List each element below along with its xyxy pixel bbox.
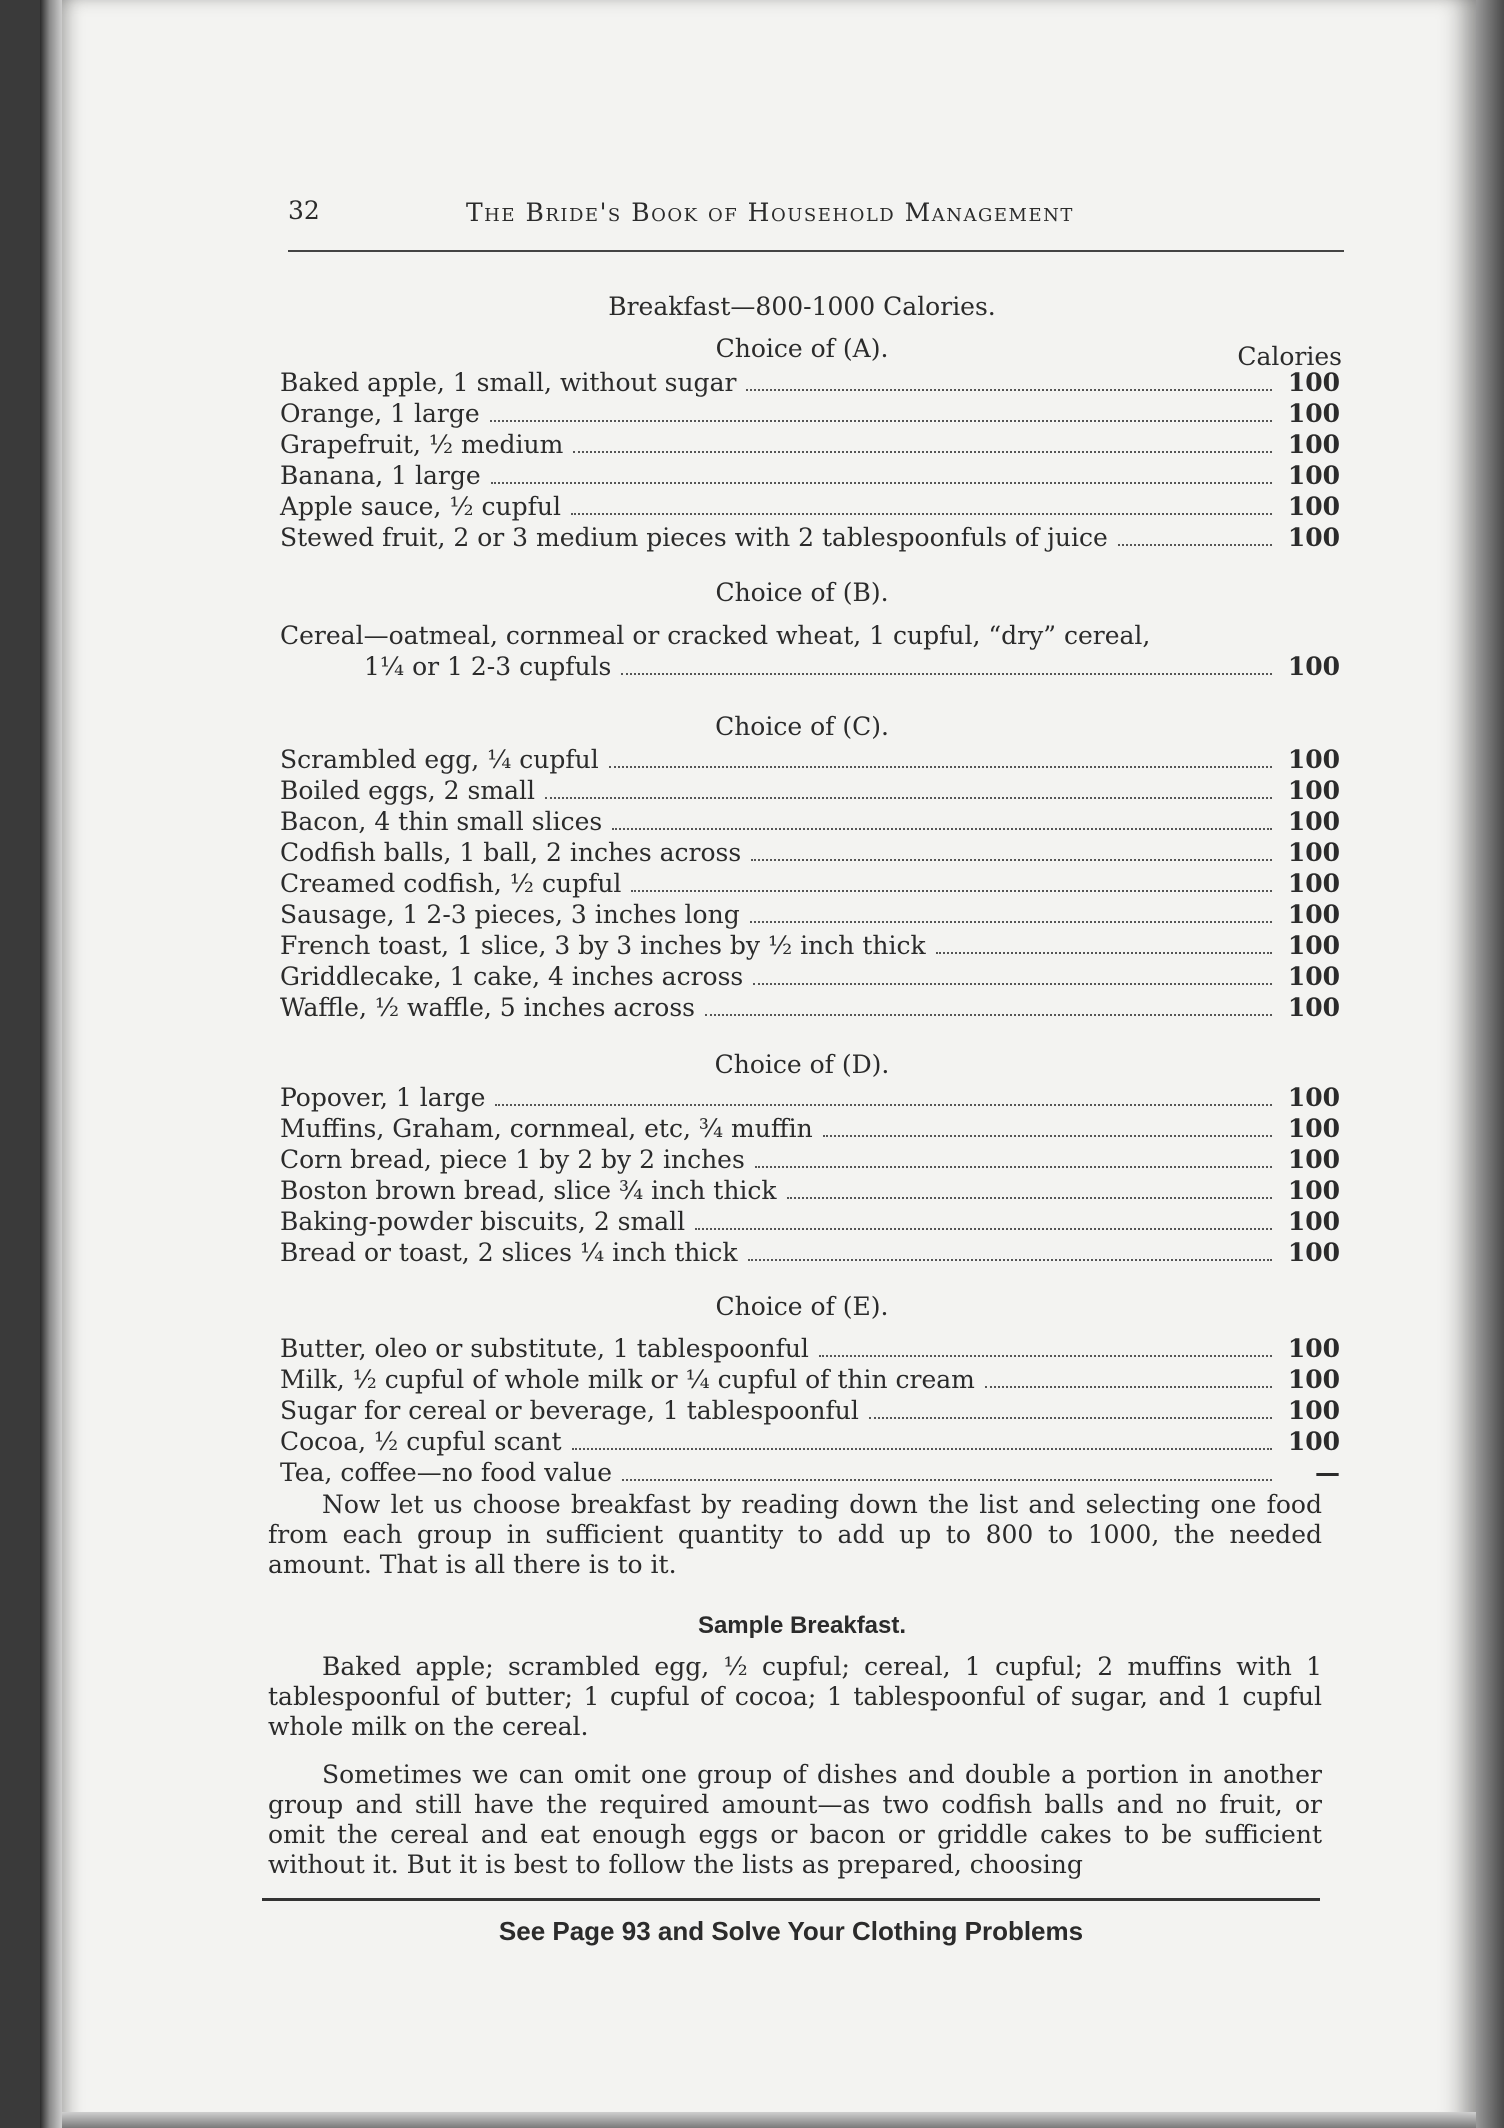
footer-rule bbox=[262, 1898, 1320, 1901]
list-item bbox=[280, 1365, 1340, 1396]
dot-leader bbox=[755, 1148, 1272, 1168]
group-heading-a: Choice of (A). bbox=[715, 334, 889, 363]
list-item bbox=[280, 1238, 1340, 1269]
list-item bbox=[280, 430, 1340, 461]
dot-leader bbox=[705, 996, 1272, 1016]
item-label: Popover, 1 large bbox=[280, 1083, 486, 1112]
item-calories: 100 bbox=[1287, 993, 1340, 1022]
paragraph-choose-breakfast: Now let us choose breakfast by reading down the list and selecting one food from each group in sufficient quantity to add up to 800 to 1000, the needed amount. That is all there is to it. bbox=[268, 1490, 1322, 1579]
item-label: Orange, 1 large bbox=[280, 399, 480, 428]
calories-column-heading: Calories bbox=[1237, 342, 1342, 371]
list-item bbox=[280, 838, 1340, 869]
item-label: Stewed fruit, 2 or 3 medium pieces with 2 tablespoonfuls of juice bbox=[280, 523, 1108, 552]
list-item bbox=[280, 399, 1340, 430]
item-label: French toast, 1 slice, 3 by 3 inches by ½ inch thick bbox=[280, 931, 926, 960]
item-label: Boston brown bread, slice ¾ inch thick bbox=[280, 1176, 777, 1205]
item-label: Baking-powder biscuits, 2 small bbox=[280, 1207, 686, 1236]
item-calories: 100 bbox=[1287, 1145, 1340, 1174]
dot-leader bbox=[622, 1461, 1272, 1481]
item-calories: 100 bbox=[1287, 1207, 1340, 1236]
dot-leader bbox=[985, 1368, 1272, 1388]
item-calories: — bbox=[1315, 1458, 1340, 1487]
item-calories: 100 bbox=[1287, 1238, 1340, 1267]
list-item bbox=[280, 900, 1340, 931]
group-heading-b: Choice of (B). bbox=[715, 578, 889, 607]
item-calories: 100 bbox=[1287, 430, 1340, 459]
item-label: Apple sauce, ½ cupful bbox=[280, 492, 561, 521]
item-calories: 100 bbox=[1287, 368, 1340, 397]
item-label: Waffle, ½ waffle, 5 inches across bbox=[280, 993, 695, 1022]
dot-leader bbox=[490, 402, 1272, 422]
item-label: Tea, coffee—no food value bbox=[280, 1458, 613, 1487]
list-item bbox=[280, 1145, 1340, 1176]
list-item bbox=[280, 869, 1340, 900]
item-label: Sausage, 1 2-3 pieces, 3 inches long bbox=[280, 900, 740, 929]
item-calories: 100 bbox=[1287, 461, 1340, 490]
item-calories: 100 bbox=[1287, 1365, 1340, 1394]
dot-leader bbox=[573, 433, 1272, 453]
dot-leader bbox=[823, 1117, 1272, 1137]
list-item bbox=[280, 931, 1340, 962]
dot-leader bbox=[750, 903, 1272, 923]
dot-leader bbox=[819, 1337, 1272, 1357]
list-item bbox=[280, 1334, 1340, 1365]
dot-leader bbox=[571, 495, 1272, 515]
item-label: Corn bread, piece 1 by 2 by 2 inches bbox=[280, 1145, 745, 1174]
group-heading-e: Choice of (E). bbox=[715, 1292, 889, 1321]
item-label: Butter, oleo or substitute, 1 tablespoonful bbox=[280, 1334, 809, 1363]
item-calories: 100 bbox=[1287, 962, 1340, 991]
item-label: Bread or toast, 2 slices ¼ inch thick bbox=[280, 1238, 738, 1267]
item-calories: 100 bbox=[1287, 745, 1340, 774]
list-item bbox=[280, 492, 1340, 523]
dot-leader bbox=[751, 841, 1272, 861]
dot-leader bbox=[695, 1210, 1272, 1230]
list-item bbox=[280, 1427, 1340, 1458]
paragraph-sample-breakfast: Baked apple; scrambled egg, ½ cupful; cereal, 1 cupful; 2 muffins with 1 tablespoonful of butter; 1 cupful of cocoa; 1 tablespoonful of sugar, and 1 cupful whole milk on the cereal. bbox=[268, 1652, 1322, 1741]
footer-advertisement: See Page 93 and Solve Your Clothing Problems bbox=[498, 1916, 1084, 1946]
item-calories: 100 bbox=[1287, 807, 1340, 836]
section-title: Breakfast—800-1000 Calories. bbox=[608, 292, 996, 321]
list-item bbox=[280, 620, 1340, 682]
item-calories: 100 bbox=[1287, 523, 1340, 552]
list-item bbox=[280, 1207, 1340, 1238]
list-item bbox=[280, 368, 1340, 399]
item-calories: 100 bbox=[1287, 1114, 1340, 1143]
item-calories: 100 bbox=[1287, 869, 1340, 898]
item-calories: 100 bbox=[1287, 1083, 1340, 1112]
item-label: Cocoa, ½ cupful scant bbox=[280, 1427, 562, 1456]
list-item bbox=[280, 1176, 1340, 1207]
item-label: Creamed codfish, ½ cupful bbox=[280, 869, 622, 898]
list-item bbox=[280, 1458, 1340, 1489]
item-calories: 100 bbox=[1287, 652, 1340, 681]
item-label: Banana, 1 large bbox=[280, 461, 481, 490]
page-number: 32 bbox=[288, 196, 320, 225]
item-label: Griddlecake, 1 cake, 4 inches across bbox=[280, 962, 744, 991]
list-item bbox=[280, 745, 1340, 776]
item-calories: 100 bbox=[1287, 838, 1340, 867]
list-item bbox=[280, 1396, 1340, 1427]
dot-leader bbox=[572, 1430, 1273, 1450]
page-bottom-edge bbox=[62, 2112, 1476, 2128]
list-item bbox=[280, 461, 1340, 492]
dot-leader bbox=[621, 655, 1272, 675]
item-label: Grapefruit, ½ medium bbox=[280, 430, 564, 459]
item-label: Sugar for cereal or beverage, 1 tablespoonful bbox=[280, 1396, 859, 1425]
item-label: Codfish balls, 1 ball, 2 inches across bbox=[280, 838, 742, 867]
item-label: Muffins, Graham, cornmeal, etc, ¾ muffin bbox=[280, 1114, 813, 1143]
list-item bbox=[280, 993, 1340, 1024]
dot-leader bbox=[545, 779, 1272, 799]
list-item bbox=[280, 776, 1340, 807]
book-spine bbox=[40, 0, 64, 2128]
item-calories: 100 bbox=[1287, 399, 1340, 428]
group-heading-d: Choice of (D). bbox=[714, 1050, 890, 1079]
dot-leader bbox=[787, 1179, 1272, 1199]
dot-leader bbox=[753, 965, 1272, 985]
page-edge bbox=[1476, 0, 1504, 2128]
item-calories: 100 bbox=[1287, 931, 1340, 960]
item-calories: 100 bbox=[1287, 776, 1340, 805]
running-title: The Bride's Book of Household Management bbox=[466, 198, 1074, 227]
list-item bbox=[280, 807, 1340, 838]
sample-breakfast-heading: Sample Breakfast. bbox=[697, 1612, 907, 1639]
dot-leader bbox=[869, 1399, 1272, 1419]
item-calories: 100 bbox=[1287, 1427, 1340, 1456]
dot-leader bbox=[936, 934, 1272, 954]
dot-leader bbox=[612, 810, 1272, 830]
paragraph-omit-group: Sometimes we can omit one group of dishes and double a portion in another group and still have the required amount—as two codfish balls and no fruit, or omit the cereal and eat enough eggs or bacon or griddle cakes to be sufficient without it. But it is best to follow the lists as prepared, choosing bbox=[268, 1760, 1322, 1879]
group-heading-c: Choice of (C). bbox=[715, 712, 889, 741]
dot-leader bbox=[1118, 526, 1272, 546]
dot-leader bbox=[631, 872, 1272, 892]
dot-leader bbox=[495, 1086, 1272, 1106]
item-calories: 100 bbox=[1287, 492, 1340, 521]
item-label: Bacon, 4 thin small slices bbox=[280, 807, 603, 836]
item-label: Scrambled egg, ¼ cupful bbox=[280, 745, 599, 774]
dot-leader bbox=[491, 464, 1272, 484]
header-rule bbox=[288, 250, 1344, 252]
item-label: Cereal—oatmeal, cornmeal or cracked wheat, 1 cupful, “dry” cereal, bbox=[280, 621, 1151, 650]
list-item bbox=[280, 523, 1340, 554]
item-calories: 100 bbox=[1287, 1396, 1340, 1425]
item-calories: 100 bbox=[1287, 1176, 1340, 1205]
item-label-continued: 1¼ or 1 2-3 cupfuls bbox=[364, 652, 612, 681]
dot-leader bbox=[609, 748, 1272, 768]
list-item bbox=[280, 1083, 1340, 1114]
item-label: Boiled eggs, 2 small bbox=[280, 776, 535, 805]
dot-leader bbox=[748, 1241, 1272, 1261]
item-label: Baked apple, 1 small, without sugar bbox=[280, 368, 737, 397]
list-item bbox=[280, 1114, 1340, 1145]
item-calories: 100 bbox=[1287, 1334, 1340, 1363]
item-calories: 100 bbox=[1287, 900, 1340, 929]
dot-leader bbox=[746, 371, 1272, 391]
list-item bbox=[280, 962, 1340, 993]
item-label: Milk, ½ cupful of whole milk or ¼ cupful of thin cream bbox=[280, 1365, 975, 1394]
